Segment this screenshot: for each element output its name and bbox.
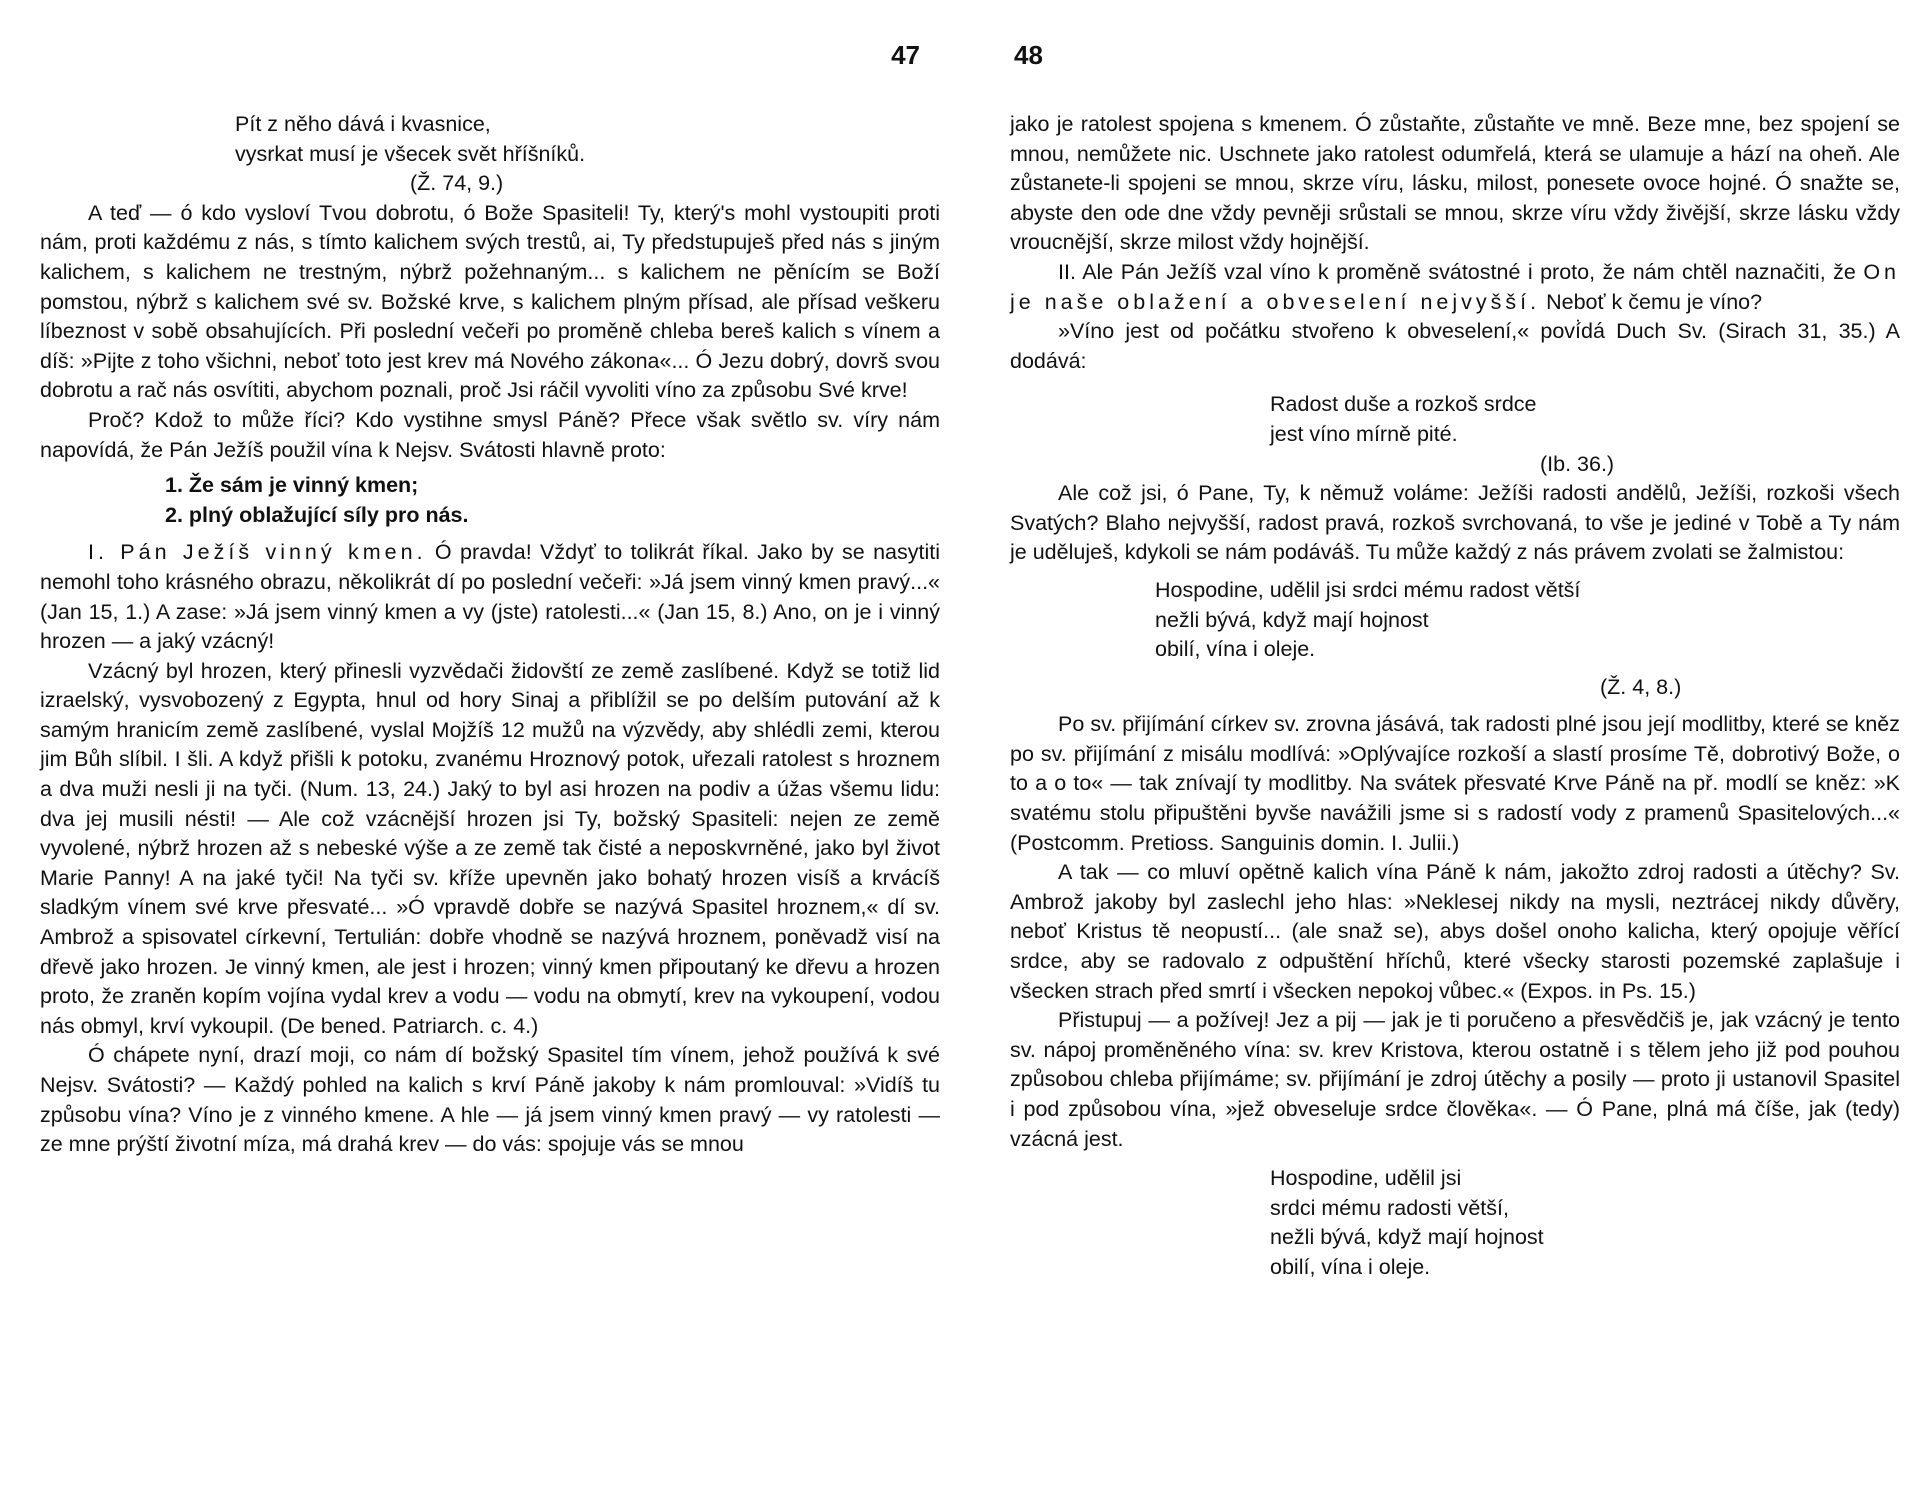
verse-line: Hospodine, udělil jsi srdci mému radost větší [1155,577,1581,602]
verse-reference: (Ž. 74, 9.) [410,171,504,196]
paragraph: jako je ratolest spojena s kmenem. Ó zůstaňte, zůstaňte ve mně. Beze mne, bez spojení se mnou, nemůžete nic. Uschnete jako ratolest odumřelá, která se ulamuje a hází na oheň. Ale zůstanete-li spojeni se mnou, skrze víru, lásku, milost, ponesete ovoce hojné. Ó snažte se, abyste den ode dne vždy pevněji srůstali se mnou, skrze víru vždy živější, skrze lásku vždy vroucnější, skrze milost vždy hojnější. [1010,112,1900,255]
right-page-text [1010,110,1900,1283]
paragraph [40,538,940,656]
paragraph: Přistupuj — a požívej! Jez a pij — jak je ti poručeno a přesvědčiš je, jak vzácný je tento sv. nápoj proměněného vína: sv. krev Kristova, kterou ostatně i s tělem jeho již pod pouhou způsobou chleba přijímáme; sv. přijímání je zdroj útěchy a posily — proto ji ustanovil Spasitel i pod způsobou vína, »jež obveseluje srdce člověka«. — Ó Pane, plná má číše, jak (tedy) vzácná jest. [1010,1008,1900,1151]
paragraph-body: II. Ale Pán Ježíš vzal víno k proměně svátostné i proto, že nám chtěl naznačiti, že [1058,259,1856,284]
paragraph: Po sv. přijímání církev sv. zrovna jásává, tak radosti plné jsou její modlitby, které se kněz po sv. přijímání z misálu modlívá: »Oplývajíce rozkoší a slastí prosíme Tě, dobrotivý Bože, o to a o to« — tak znívají ty modlitby. Na svátek přesvaté Krve Páně na př. modlí se kněz: »K svatému stolu připuštěni byvše navážili jsme si s radostí vody z pramenů Spasitelových...« (Postcomm. Pretioss. Sanguinis domin. I. Julii.) [1010,712,1900,855]
verse-reference: (Ib. 36.) [1540,451,1615,476]
verse-quote [1010,1164,1900,1282]
paragraph: A teď — ó kdo vysloví Tvou dobrotu, ó Bože Spasiteli! Ty, který's mohl vystoupiti proti nám, proti každému z nás, s tímto kalichem svých trestů, ai, Ty předstupuješ před nás s jiným kalichem, s kalichem ne trestným, nýbrž požehnaným... s kalichem ne pěnícím se Boží pomstou, nýbrž s kalichem své sv. Božské krve, s kalichem plným přísad, ale přísad veškeru líbeznost v sobě obsahujících. Při poslední večeři po proměně chleba bereš kalich s vínem a díš: »Pijte z toho všichni, neboť toto jest krev má Nového zákona«... Ó Jezu dobrý, dovrš svou dobrotu a rač nás osvítiti, abychom poznali, proč Jsi ráčil vyvoliti víno za způsobu Své krve! [40,200,940,403]
paragraph: Ale což jsi, ó Pane, Ty, k němuž voláme: Ježíši radosti andělů, Ježíši, rozkoši všech Svatých? Blaho nejvyšší, radost pravá, rozkoš svrchovaná, to vše je jediné v Tobě a Ty nám je uděluješ, kdykoli se nám podáváš. Tu může každý z nás právem zvolati se žalmistou: [1010,481,1900,565]
paragraph-body: Neboť k čemu je víno? [1546,289,1763,314]
verse-line: nežli bývá, když mají hojnost [1155,607,1429,632]
page-number-48: 48 [1014,40,1043,70]
verse-quote [40,110,940,199]
verse-line: srdci mému radosti větší, [1270,1195,1509,1220]
verse-line: obilí, vína i oleje. [1155,637,1316,662]
paragraph: Proč? Kdož to může říci? Kdo vystihne smysl Páně? Přece však světlo sv. víry nám napovídá, že Pán Ježíš použil vína k Nejsv. Svátosti hlavně proto: [40,407,940,462]
paragraph: Vzácný byl hrozen, který přinesli vyzvědači židovští ze země zaslíbené. Když se totiž lid izraelský, vysvobozený z Egypta, hnul od hory Sinaj a přiblížil se po delším putování až k samým hranicím země zaslíbené, vyslal Mojžíš 12 mužů na výzvědy, aby shlédli zemi, kterou jim Bůh slíbil. I šli. A když přišli k potoku, zvanému Hroznový potok, uřezali ratolest s hroznem a dva muži nesli ji na tyči. (Num. 13, 24.) Jaký to byl asi hrozen na podiv a úžas všemu lidu: dva jej musili nésti! — Ale což vzácnější hrozen jsi Ty, božský Spasiteli: nejen ze země vyvolené, nýbrž hrozen až s nebeské výše a ze země tak čisté a neposkvrněné, jako byl život Marie Panny! A na jaké tyči! Na tyči sv. kříže upevněn jako bohatý hrozen visíš a krvácíš sladkým vínem své krve přesvaté... »Ó vpravdě dobře se nazývá Spasitel hroznem,« dí sv. Ambrož a spisovatel církevní, Tertulián: dobře vhodně se nazývá hroznem, poněvadž visí na dřevě jako hrozen. Je vinný kmen, ale jest i hrozen; vinný kmen připoutaný ke dřevu a hrozen proto, že zraněn kopím vojína vydal krev a vodu — vodu na obmytí, krev na vykoupení, vodou nás obmyl, krví vykoupil. (De bened. Patriarch. c. 4.) [40,658,940,1038]
page-number-47: 47 [891,40,920,70]
verse-line: vysrkat musí je všecek svět hříšníků. [235,141,586,166]
verse-line: Hospodine, udělil jsi [1270,1166,1462,1191]
emphasized-phrase: On je naše oblažení a obveselení nejvyšší. [1010,259,1900,314]
section-heading: I. Pán Ježíš vinný kmen. [88,540,427,565]
verse-reference: (Ž. 4, 8.) [1600,674,1682,699]
verse-line: jest víno mírně pité. [1270,421,1458,446]
point-item: 2. plný oblažující síly pro nás. [165,502,469,527]
point-item: 1. Že sám je vinný kmen; [165,473,419,498]
verse-line: Radost duše a rozkoš srdce [1270,392,1537,417]
verse-quote [1010,576,1900,702]
point-list [165,471,940,530]
paragraph: A tak — co mluví opětně kalich vína Páně k nám, jakožto zdroj radosti a útěchy? Sv. Ambrož jakoby byl zaslechl jeho hlas: »Neklesej nikdy na mysli, neztrácej nikdy důvěry, neboť Kristus tě neopustí... (ale snaž se), abys došel onoho kalicha, který opojuje věřící srdce, aby se radovalo z odpuštění hříchů, které všecky starosti pozemské zaplašuje i všecken strach před smrtí i všecken nepokoj vůbec.« (Expos. in Ps. 15.) [1010,860,1900,1003]
verse-line: Pít z něho dává i kvasnice, [235,112,491,136]
verse-quote [1010,390,1900,479]
paragraph-body: Ó pravda! Vždyť to tolikrát říkal. Jako by se nasytiti nemohl toho krásného obrazu, několikrát dí po poslední večeři: »Já jsem vinný kmen pravý...« (Jan 15, 1.) A zase: »Já jsem vinný kmen a vy (jste) ratolesti...« (Jan 15, 8.) Ano, on je i vinný hrozen — a jaký vzácný! [40,540,940,654]
verse-line: obilí, vína i oleje. [1270,1254,1431,1279]
paragraph [1010,258,1900,317]
paragraph: »Víno jest od počátku stvořeno k obveselení,« poví̇dá Duch Sv. (Sirach 31, 35.) A dodává: [1010,319,1900,373]
verse-line: nežli bývá, když mají hojnost [1270,1225,1544,1250]
paragraph: Ó chápete nyní, drazí moji, co nám dí božský Spasitel tím vínem, jehož používá k své Nejsv. Svátosti? — Každý pohled na kalich s krví Páně jakoby k nám promlouval: »Vidíš tu způsobu vína? Víno je z vinného kmene. A hle — já jsem vinný kmen pravý — vy ratolesti — ze mne prýští životní míza, má drahá krev — do vás: spojuje vás se mnou [40,1043,940,1157]
left-page-text [40,110,940,1160]
